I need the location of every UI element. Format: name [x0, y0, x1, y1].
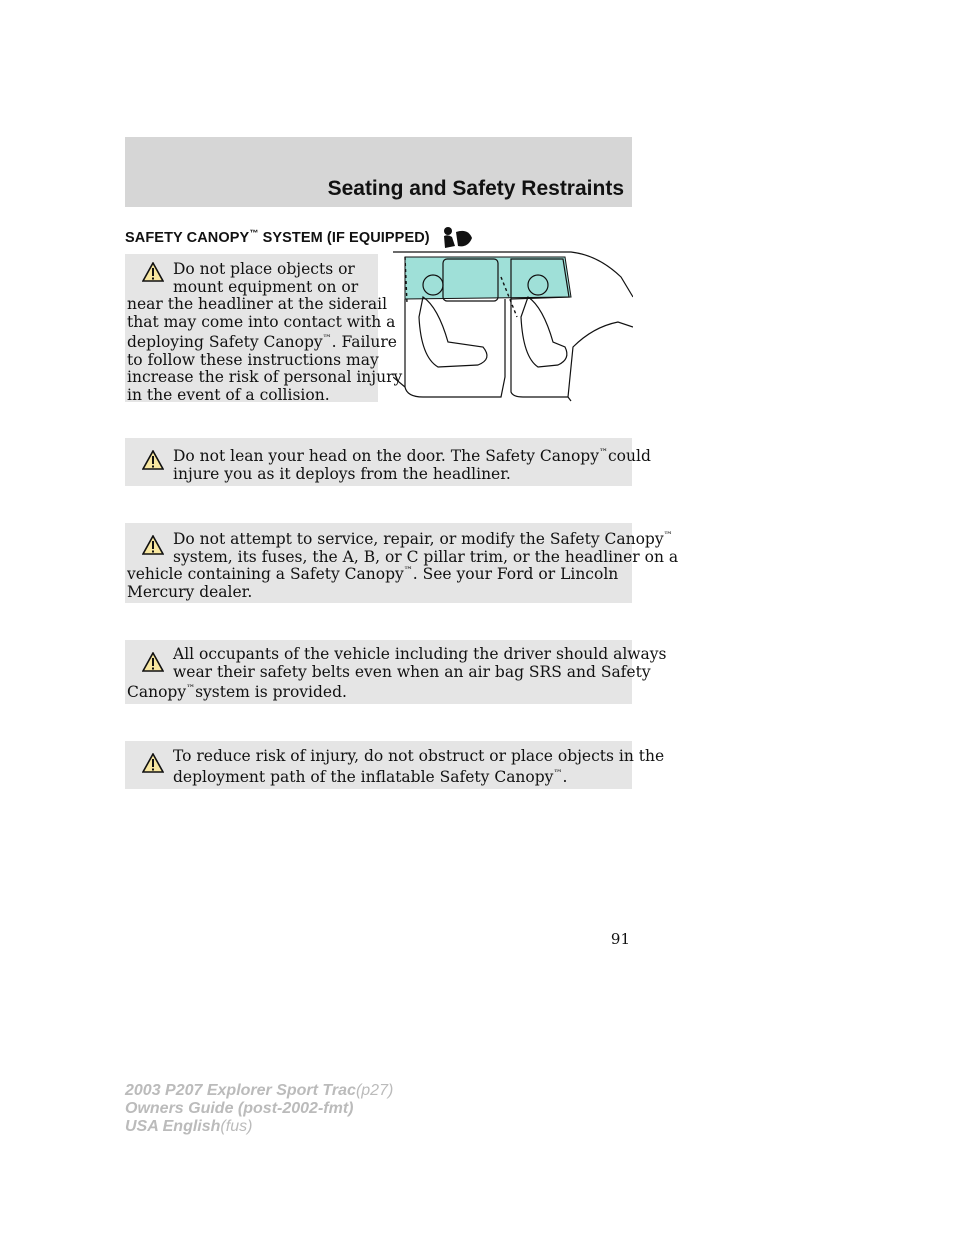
- warning-box-4: [125, 640, 667, 704]
- warning-text-4a: All occupants of the vehicle including the driver should always wear their safety belts even when an air bag SRS and Safety: [173, 645, 667, 681]
- warning-box-5: [125, 741, 665, 789]
- warning-box-3: [125, 523, 679, 603]
- warning-triangle-icon: [142, 450, 164, 470]
- heading-text: SAFETY CANOPY: [125, 229, 250, 246]
- chapter-title: Seating and Safety Restraints: [327, 177, 624, 200]
- heading-suffix: SYSTEM (IF EQUIPPED): [262, 229, 430, 246]
- warning-triangle-icon: [142, 652, 164, 672]
- warning-triangle-icon: [142, 262, 164, 282]
- safety-canopy-illustration: [393, 247, 633, 407]
- document-footer: 2003 P207 Explorer Sport Trac(p27) Owners Guide (post-2002-fmt) USA English(fus): [125, 1082, 394, 1135]
- warning-triangle-icon: [142, 753, 164, 773]
- warning-text-3a: Do not attempt to service, repair, or modify the Safety Canopy™ system, its fuses, the A, B, or C pillar trim, or the headliner on a: [173, 530, 679, 566]
- warning-text-2: Do not lean your head on the door. The Safety Canopy™could injure you as it deploys from the headliner.: [173, 447, 651, 483]
- warning-text-4b: Canopy™system is provided.: [127, 683, 347, 702]
- trademark-mark: ™: [249, 228, 259, 238]
- warning-box-1: Do not place objects or mount equipment on or near the headliner at the siderail that may come into contact with a deploying Safety Canopy™. Failure to follow these instructions may increase the risk of personal injury in the event of a collision.: [125, 254, 378, 402]
- page-number: 91: [610, 930, 630, 948]
- chapter-header-bar: [125, 137, 632, 207]
- warning-box-2: [125, 438, 651, 486]
- warning-text-1: Do not place objects or mount equipment on or: [173, 260, 359, 296]
- warning-text-5: To reduce risk of injury, do not obstruct or place objects in the deployment path of the inflatable Safety Canopy™.: [173, 747, 665, 786]
- warning-text-3b: vehicle containing a Safety Canopy™. See your Ford or Lincoln Mercury dealer.: [127, 565, 619, 601]
- warning-triangle-icon: [142, 535, 164, 555]
